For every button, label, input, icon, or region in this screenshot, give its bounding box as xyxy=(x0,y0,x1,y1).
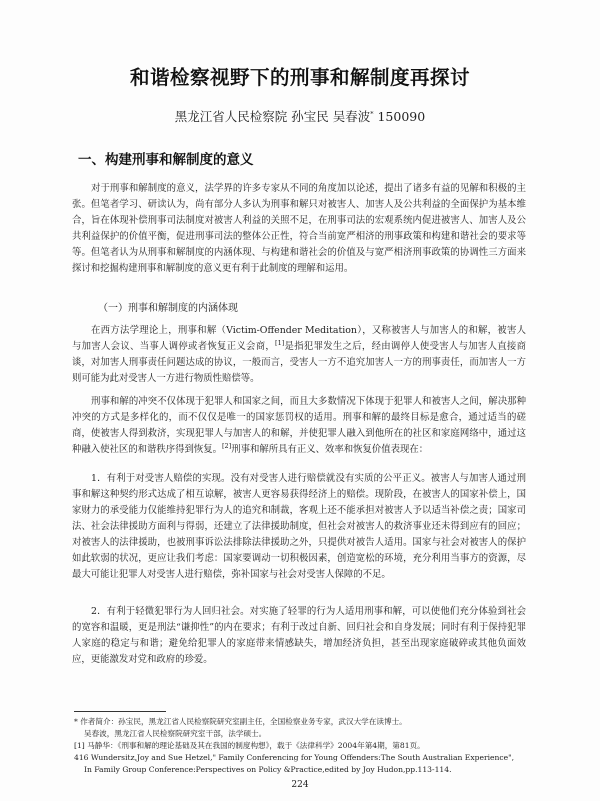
page-number: 224 xyxy=(291,780,309,790)
footnote-author-text-2: 吴春波，黑龙江省人民检察院研究室干部，法学硕士。 xyxy=(84,728,267,738)
body-paragraph-1: 对于刑事和解制度的意义，法学界的许多专家从不同的角度加以论述，提出了诸多有益的见解和积极的主张。但笔者学习、研读认为，尚有部分人多认为刑事和解只对被害人、加害人及公共利益的全面保护为基本维合，旨在体现补偿刑事司法制度对被害人利益的关照不足，在刑事司法的宏观系统内促进被害人、加害人及公共利益保护的价值平衡，促进刑事司法的整体公正性，符合当前宽严相济的刑事政策和构建和谐社会的要求等等。但笔者认为从刑事和解制度的内涵体现、与构建和谐社会的价值及与宽严相济刑事政策的协调性三方面来探讨和挖掘构建刑事和解制度的意义更有利于此制度的理解和运用。 xyxy=(72,183,526,274)
para2-text-a: 在西方法学理论上，刑事和解（Victim-Offender Meditation），又称被害人与加害人的和解，被害人与加害人会议、当事人调停或者恢复正义会商， xyxy=(72,325,526,352)
postcode: 150090 xyxy=(377,109,426,124)
para3-text-b: 刑事和解所具有正义、效率和恢复价值表现在： xyxy=(231,444,429,455)
footnote-1-mark: [1] xyxy=(74,741,85,750)
footnote-ref-2: [2] xyxy=(222,441,232,450)
footnote-ref-1: [1] xyxy=(275,338,285,347)
footnote-author-mark: * xyxy=(74,717,78,726)
article-title: 和谐检察视野下的刑事和解制度再探讨 xyxy=(129,66,470,89)
body-paragraph-3 xyxy=(72,394,526,458)
footnote-author-text: 作者简介：孙宝民，黑龙江省人民检察院研究室副主任，全国检察业务专家，武汉大学在读博士。 xyxy=(80,717,407,726)
author-names: 黑龙江省人民检察院 孙宝民 吴春波 xyxy=(174,109,371,124)
footnote-2-mark: 416 xyxy=(74,753,89,762)
footnote-1 xyxy=(74,740,534,752)
footnote-author xyxy=(74,716,534,739)
body-paragraph-5: 2．有利于轻微犯罪行为人回归社会。对实施了轻罪的行为人适用刑事和解，可以使他们充分体验到社会的宽容和温暖，更是刑法“谦抑性”的内在要求；有利于改过自新、回归社会和自身发展；同时有利于保持犯罪人家庭的稳定与和谐；避免给犯罪人的家庭带来情感缺失，增加经济负担，甚至出现家庭破碎或其他负面效应，更能激发对党和政府的珍爱。 xyxy=(72,606,526,665)
author-line xyxy=(0,107,600,125)
para3-text-a: 刑事和解的冲突不仅体现于犯罪人和国家之间，而且大多数情况下体现于犯罪人和被害人之间，解决那种冲突的方式是多样化的，而不仅仅是唯一的国家惩罚权的适用。刑事和解的最终目标是愈合，通过适当的磋商，使被害人得到救济，实现犯罪人与加害人的和解，并使犯罪人融入到他所在的社区和家庭网络中，通过这种融入使社区的和谐秩序得到恢复。 xyxy=(72,396,526,455)
body-paragraph-4: 1．有利于对受害人赔偿的实现。没有对受害人进行赔偿就没有实质的公平正义。被害人与加害人通过刑事和解这种契约形式达成了相互谅解，被害人更容易获得经济上的赔偿。现阶段，在被害人的国家补偿上，国家财力的承受能力仅能维持犯罪行为人的追究和制裁，客观上还不能承担对被害人予以适当补偿之责；国家司法、社会法律援助方面利与得弱，还建立了法律援助制度，但社会对被害人的救济事业还未得到应有的回应；对被害人的法律援助，也被刑事诉讼法排除法律援助之外，只提供对被告人适用。国家与社会对被害人的保护如此软弱的状况，更应让我们考虑：国家要调动一切积极因素，创造宽松的环境，充分利用当事方的资源，尽最大可能让犯罪人对受害人进行赔偿，弥补国家与社会对受害人保障的不足。 xyxy=(72,473,526,580)
footnote-2 xyxy=(74,752,534,775)
footnote-2-continuation: In Family Group Conference:Perspectives on Policy &Practice,edited by Joy Hudon,pp.113-114. xyxy=(84,764,452,774)
body-paragraph-2 xyxy=(72,323,526,387)
section-heading: 一、构建刑事和解制度的意义 xyxy=(78,152,254,168)
footnote-1-text: 马静华：《刑事和解的理论基础及其在我国的制度构想》，载于《法律科学》2004年第4期，第81页。 xyxy=(87,741,425,750)
para2-text-b: 是指犯罪发生之后，经由调停人使受害人与加害人直接商谈，对加害人刑事责任问题达成的协议，一般而言，受害人一方不追究加害人一方的刑事责任，而加害人一方则可能为此对受害人一方进行物质性赔偿等。 xyxy=(72,341,526,384)
subsection-heading: （一）刑事和解制度的内涵体现 xyxy=(98,303,238,314)
footnote-2-text: Wundersitz,Joy and Sue Hetzel," Family Conferencing for Young Offenders:The South Australian Experience", xyxy=(90,753,515,762)
author-footnote-mark: * xyxy=(370,109,374,118)
footnote-divider xyxy=(74,711,166,712)
